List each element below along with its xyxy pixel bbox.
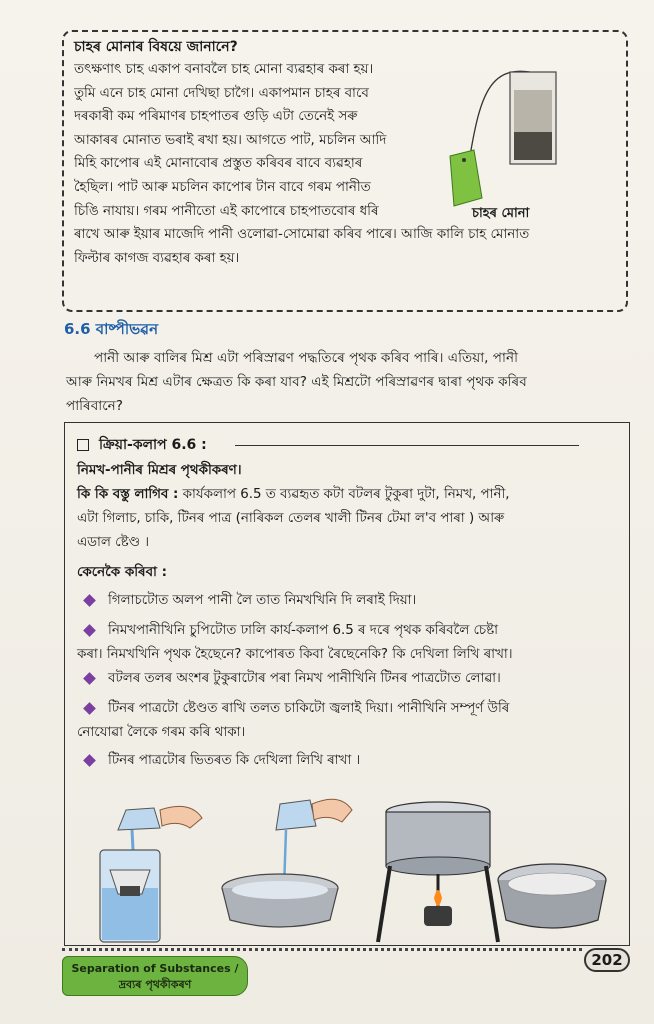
materials-line	[77, 483, 617, 507]
step-text: বটলৰ তলৰ অংশৰ টুকুৰাটোৰ পৰা নিমখ পানীখিনি টিনৰ পাত্ৰটোত লোৱা।	[108, 671, 501, 686]
para-line: পাৰিবানে?	[66, 398, 124, 414]
info-line: ৰাখে আৰু ইয়াৰ মাজেদি পানী ওলোৱা-সোমোৱা কৰিব পাৰে। আজি কালি চাহ মোনাত	[74, 227, 530, 243]
materials-line: এডাল ষ্টেণ্ড ।	[77, 535, 150, 550]
activity-heading-rule	[235, 445, 579, 446]
info-line: তুমি এনে চাহ মোনা দেখিছা চাগৈ। একাপমান চাহৰ বাবে	[74, 85, 369, 101]
glass-filter-figure	[100, 806, 202, 942]
heating-on-stand-figure	[378, 802, 498, 942]
materials-line: এটা গিলাচ, চাকি, টিনৰ পাত্ৰ (নাৰিকল তেলৰ খালী টিনৰ টেমা ল'ব পাৰা ) আৰু	[77, 511, 505, 526]
activity-content	[77, 459, 617, 773]
activity-heading	[77, 433, 207, 457]
chapter-title-assamese: দ্ৰব্যৰ পৃথকীকৰণ	[118, 978, 192, 991]
diamond-bullet-icon	[83, 624, 96, 637]
diamond-bullet-icon	[83, 754, 96, 767]
footer-divider	[62, 948, 582, 951]
chapter-title-english: Separation of Substances /	[71, 962, 239, 975]
chapter-tab	[62, 956, 248, 996]
step-text: টিনৰ পাত্ৰটোৰ ভিতৰত কি দেখিলা লিখি ৰাখা ।	[108, 753, 361, 768]
diamond-bullet-icon	[83, 672, 96, 685]
step-item	[77, 589, 617, 613]
info-box-title: চাহৰ মোনাৰ বিষয়ে জানানে?	[74, 39, 238, 55]
info-line: দৰকাৰী কম পৰিমাণৰ চাহপাতৰ গুড়ি এটা তেনেই সৰু	[74, 109, 358, 125]
tea-bag-illustration	[440, 36, 560, 226]
page-number: 202	[584, 948, 630, 972]
salt-residue	[508, 873, 596, 895]
step-text: গিলাচটোত অলপ পানী লৈ তাত নিমখখিনি দি লৰাই দিয়া।	[108, 593, 417, 608]
info-line: চিঙি নাযায়। গৰম পানীতো এই কাপোৰে চাহপাতবোৰ ধৰি	[74, 203, 379, 219]
para-line: পানী আৰু বালিৰ মিশ্ৰ এটা পৰিস্ৰাৱণ পদ্ধতিৰে পৃথক কৰিব পাৰি। এতিয়া, পানী	[94, 350, 518, 366]
activity-heading-text: ক্ৰিয়া-কলাপ 6.6 :	[99, 437, 207, 453]
salt-residue-figure	[498, 864, 606, 928]
step-text: নিমখপানীখিনি চুপিটোত ঢালি কাৰ্য-কলাপ 6.5 ৰ দৰে পৃথক কৰিবলৈ চেষ্টা	[108, 623, 499, 638]
materials-text: কাৰ্যকলাপ 6.5 ত ব্যৱহৃত কটা বটলৰ টুকুৰা দুটা, নিমখ, পানী,	[178, 487, 510, 502]
flame-icon	[434, 890, 442, 906]
diamond-bullet-icon	[83, 594, 96, 607]
activity-illustrations	[90, 770, 610, 945]
pouring-into-pan-figure	[222, 799, 352, 927]
info-line: ফিল্টাৰ কাগজ ব্যৱহাৰ কৰা হয়।	[74, 250, 240, 266]
lamp	[424, 906, 452, 926]
para-line: আৰু নিমখৰ মিশ্ৰ এটাৰ ক্ষেত্ৰত কি কৰা যাব? এই মিশ্ৰটো পৰিস্ৰাৱণৰ দ্বাৰা পৃথক কৰিব	[66, 374, 527, 390]
pouring-hand	[160, 806, 202, 828]
step-text: টিনৰ পাত্ৰটো ষ্টেণ্ডত ৰাখি তলত চাকিটো জ্বলাই দিয়া। পানীখিনি সম্পূৰ্ণ উৰি	[108, 701, 510, 716]
info-line: আকাৰৰ মোনাত ভৰাই ৰখা হয়। আগতে পাট, মচলিন আদি	[74, 132, 387, 148]
step-item	[77, 619, 617, 667]
tea-bag-tag	[450, 150, 482, 206]
tea-bag-caption: চাহৰ মোনা	[472, 206, 530, 221]
checkbox-icon	[77, 439, 89, 451]
diamond-bullet-icon	[83, 702, 96, 715]
info-line: মিহি কাপোৰ এই মোনাবোৰ প্ৰস্তুত কৰিবৰ বাবে ব্যৱহাৰ	[74, 156, 363, 172]
method-label: কেনেকৈ কৰিবা :	[77, 565, 167, 580]
step-text-continued: নোযোৱা লৈকে গৰম কৰি থাকা।	[77, 725, 246, 740]
step-item	[77, 667, 617, 691]
step-item	[77, 697, 617, 745]
materials-label: কি কি বস্তু লাগিব :	[77, 487, 179, 502]
info-line: তৎক্ষণাৎ চাহ একাপ বনাবলৈ চাহ মোনা ব্যৱহাৰ কৰা হয়।	[74, 62, 374, 77]
section-heading: 6.6 বাষ্পীভৱন	[64, 320, 159, 338]
step-text-continued: কৰা। নিমখখিনি পৃথক হৈছেনে? কাপোৰত কিবা ৰৈছেনেকি? কি দেখিলা লিখি ৰাখা।	[77, 647, 513, 662]
section-paragraph	[66, 346, 628, 418]
info-line: হৈছিল। পাট আৰু মচলিন কাপোৰ টান বাবে গৰম পানীত	[74, 179, 371, 195]
activity-subtitle: নিমখ-পানীৰ মিশ্ৰৰ পৃথকীকৰণ।	[77, 463, 242, 478]
